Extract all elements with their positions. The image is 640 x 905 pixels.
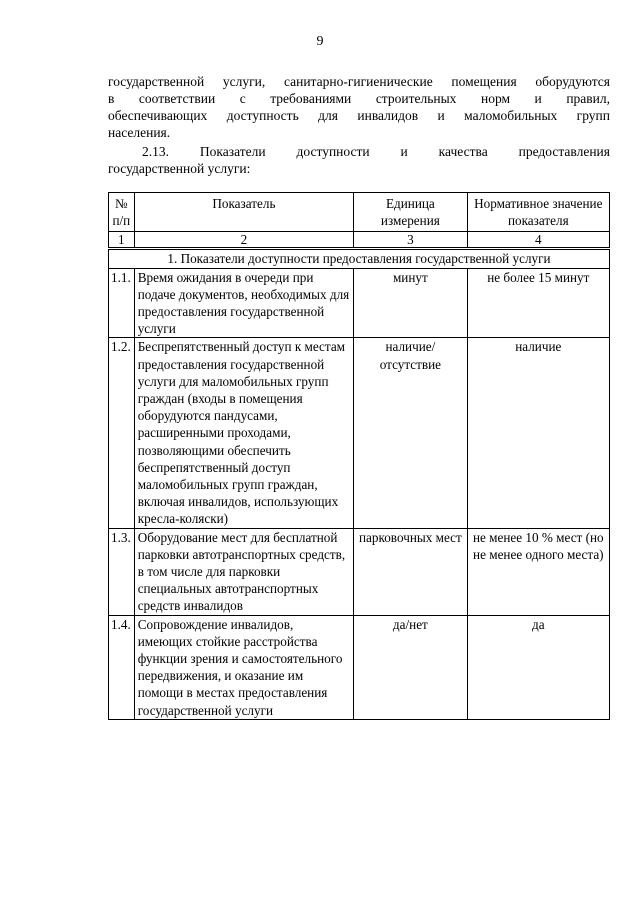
header-num: № п/п [109,193,135,232]
table-row [109,528,610,615]
row-indicator: Сопровождение инвалидов, имеющих стойкие расстройства функции зрения и самостоятельного передвижения, и оказание им помощи в местах предоставления государственной услуги [134,615,353,719]
section-row [109,249,610,268]
row-number: 1.4. [109,615,135,719]
table-row [109,615,610,719]
header-unit: Единица измерения [354,193,467,232]
row-unit: минут [354,268,467,338]
column-number: 3 [354,232,467,249]
header-norm: Нормативное значение показателя [467,193,609,232]
row-number: 1.1. [109,268,135,338]
paragraph-line: в соответствии с требованиями строительных норм и правил, [108,91,610,106]
paragraph-line: населения. [108,125,171,140]
column-number: 2 [134,232,353,249]
paragraph-section-heading [108,143,610,177]
row-norm: да [467,615,609,719]
column-number: 4 [467,232,609,249]
table-row [109,338,610,528]
row-number: 1.3. [109,528,135,615]
page-number: 9 [316,34,324,49]
row-unit: наличие/ отсутствие [354,338,467,528]
row-norm: наличие [467,338,609,528]
section-title: 1. Показатели доступности предоставления государственной услуги [109,249,610,268]
column-number: 1 [109,232,135,249]
row-indicator: Беспрепятственный доступ к местам предоставления государственной услуги для маломобильных групп граждан (входы в помещения оборудуются пандусами, расширенными проходами, позволяющими обеспечить беспрепятственный доступ маломобильных групп граждан, включая инвалидов, использующих кресла-коляски) [134,338,353,528]
header-indicator: Показатель [134,193,353,232]
row-unit: парковочных мест [354,528,467,615]
table-row [109,268,610,338]
column-numbers-row [109,232,610,249]
row-indicator: Время ожидания в очереди при подаче документов, необходимых для предоставления государственной услуги [134,268,353,338]
row-norm: не более 15 минут [467,268,609,338]
paragraph-line: обеспечивающих доступность для инвалидов и маломобильных групп [108,108,610,123]
row-unit: да/нет [354,615,467,719]
paragraph-line: государственной услуги: [108,161,251,176]
paragraph-accessibility [108,73,610,141]
table-header-row [109,193,610,232]
indicators-table [108,192,610,720]
row-indicator: Оборудование мест для бесплатной парковки автотранспортных средств, в том числе для парковки специальных автотранспортных средств инвалидов [134,528,353,615]
row-norm: не менее 10 % мест (но не менее одного места) [467,528,609,615]
paragraph-line: 2.13. Показатели доступности и качества предоставления [142,144,610,159]
paragraph-line: государственной услуги, санитарно-гигиенические помещения оборудуются [108,74,610,89]
row-number: 1.2. [109,338,135,528]
